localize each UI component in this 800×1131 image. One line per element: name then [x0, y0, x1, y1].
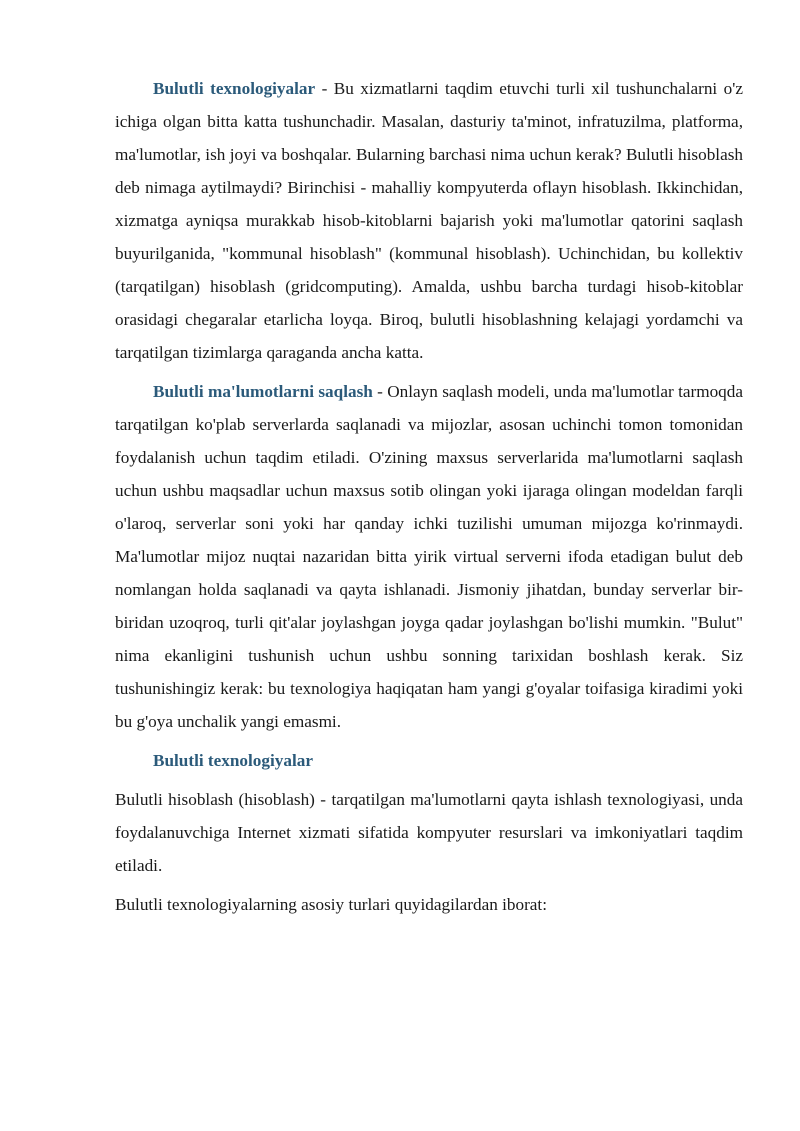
paragraph-text: - Bu xizmatlarni taqdim etuvchi turli xil tushunchalarni o'z ichiga olgan bitta katta tushunchadir. Masalan, dasturiy ta'minot, infratuzilma, platforma, ma'lumotlar, ish joyi va boshqalar. Bularning barchasi nima uchun kerak? Bulutli hisoblash deb nimaga aytilmaydi? Birinchisi - mahalliy kompyuterda oflayn hisoblash. Ikkinchidan, xizmatga ayniqsa murakkab hisob-kitoblarni bajarish yoki ma'lumotlar qatorini saqlash buyurilganida, "kommunal hisoblash" (kommunal hisoblash). Uchinchidan, bu kollektiv (tarqatilgan) hisoblash (gridcomputing). Amalda, ushbu barcha turdagi hisob-kitoblar orasidagi chegaralar etarlicha loyqa. Biroq, bulutli hisoblashning kelajagi yordamchi va tarqatilgan tizimlarga qaraganda ancha katta.	[115, 79, 743, 362]
document-page	[115, 72, 743, 921]
paragraph-text: - Onlayn saqlash modeli, unda ma'lumotlar tarmoqda tarqatilgan ko'plab serverlarda saqlanadi va mijozlar, asosan uchinchi tomon tomonidan foydalanish uchun taqdim etiladi. O'zining maxsus serverlarida ma'lumotlarni saqlash uchun ushbu maqsadlar uchun maxsus sotib olingan yoki ijaraga olingan modeldan farqli o'laroq, serverlar soni yoki har qanday ichki tuzilishi umuman mijozga ko'rinmaydi. Ma'lumotlar mijoz nuqtai nazaridan bitta yirik virtual serverni ifoda etadigan bulut deb nomlangan holda saqlanadi va qayta ishlanadi. Jismoniy jihatdan, bunday serverlar bir-biridan uzoqroq, turli qit'alar joylashgan joyga qadar joylashgan bo'lishi mumkin. "Bulut" nima ekanligini tushunish uchun ushbu sonning tarixidan boshlash kerak. Siz tushunishingiz kerak: bu texnologiya haqiqatan ham yangi g'oyalar toifasiga kiradimi yoki bu g'oya unchalik yangi emasmi.	[115, 382, 743, 731]
term-cloud-storage: Bulutli ma'lumotlarni saqlash	[153, 382, 373, 401]
paragraph-cloud-storage	[115, 375, 743, 738]
term-cloud-technologies: Bulutli texnologiyalar	[153, 79, 316, 98]
paragraph-cloud-computing-definition: Bulutli hisoblash (hisoblash) - tarqatilgan ma'lumotlarni qayta ishlash texnologiyasi, unda foydalanuvchiga Internet xizmati sifatida kompyuter resurslari va imkoniyatlari taqdim etiladi.	[115, 790, 743, 875]
section-heading: Bulutli texnologiyalar	[153, 751, 313, 770]
paragraph-cloud-types-intro: Bulutli texnologiyalarning asosiy turlari quyidagilardan iborat:	[115, 895, 547, 914]
paragraph-cloud-technologies	[115, 72, 743, 369]
